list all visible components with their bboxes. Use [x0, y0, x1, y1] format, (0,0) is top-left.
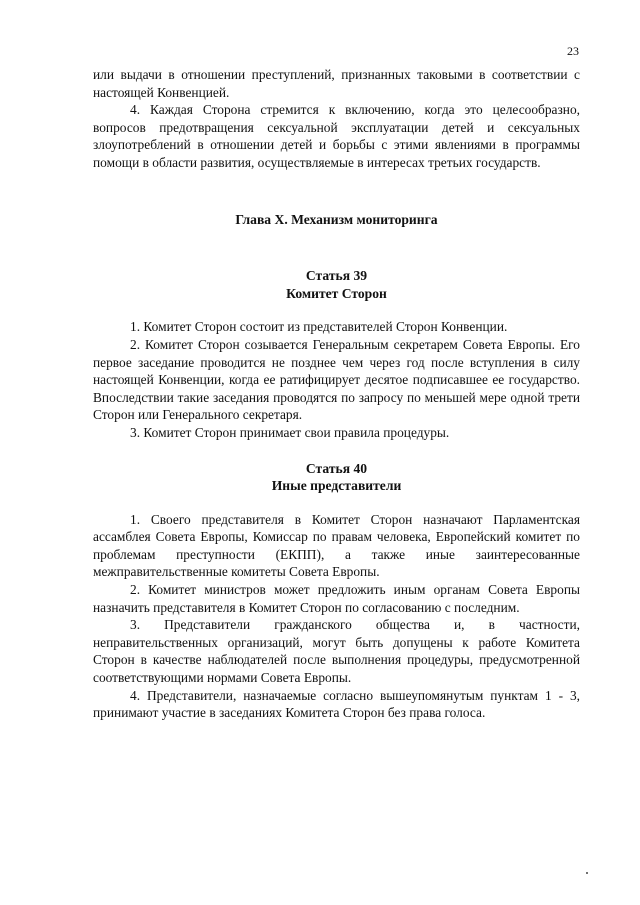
page-content [93, 66, 580, 722]
article-40-paragraph-3: 3. Представители гражданского общества и, в частности, неправительственных организаций, могут быть допущены к работе Комитета Сторон в качестве наблюдателей после выполнения процедуры, предусмотренной соответствующими нормами Совета Европы. [93, 617, 580, 686]
article-40-paragraph-2: 2. Комитет министров может предложить иным органам Совета Европы назначить представителя в Комитет Сторон по согласованию с последним. [93, 582, 580, 615]
article-39-title: Комитет Сторон [286, 285, 387, 301]
article-39-heading [93, 267, 580, 302]
intro-paragraph-4: 4. Каждая Сторона стремится к включению, когда это целесообразно, вопросов предотвращения сексуальной эксплуатации детей и сексуальных злоупотреблений в отношении детей и борьбы с этими явлениями в программы помощи в области развития, осуществляемые в интересах третьих государств. [93, 102, 580, 170]
article-40-heading [93, 460, 580, 495]
article-40-paragraph-4: 4. Представители, назначаемые согласно вышеупомянутым пунктам 1 - 3, принимают участие в заседаниях Комитета Сторон без права голоса. [93, 687, 580, 721]
article-39-number: Статья 39 [305, 268, 368, 284]
article-40-title: Иные представители [271, 478, 402, 494]
article-40-paragraph-1: 1. Своего представителя в Комитет Сторон назначают Парламентская ассамблея Совета Европы, Комиссар по правам человека, Европейский комитет по проблемам преступности (ЕКПП), а также иные заинтересованные межправительственные комитеты Совета Европы. [93, 511, 580, 580]
article-39-paragraph-1: 1. Комитет Сторон состоит из представителей Сторон Конвенции. [130, 319, 508, 335]
article-39-paragraph-2: 2. Комитет Сторон созывается Генеральным секретарем Совета Европы. Его первое заседание проводится не позднее чем через год после вступления в силу настоящей Конвенции, когда ее ратифицирует десятое подписавшее ее государство. Впоследствии такие заседания проводятся по запросу по меньшей мере одной трети Сторон или Генерального секретаря. [93, 336, 580, 423]
article-40-number: Статья 40 [305, 460, 368, 476]
page-number: 23 [567, 44, 579, 58]
chapter-title: Глава X. Механизм мониторинга [235, 211, 438, 227]
intro-paragraph-continued: или выдачи в отношении преступлений, признанных таковыми в соответствии с настоящей Конвенцией. [93, 67, 580, 100]
article-39-paragraph-3: 3. Комитет Сторон принимает свои правила процедуры. [130, 424, 450, 440]
scan-speck [586, 872, 588, 874]
